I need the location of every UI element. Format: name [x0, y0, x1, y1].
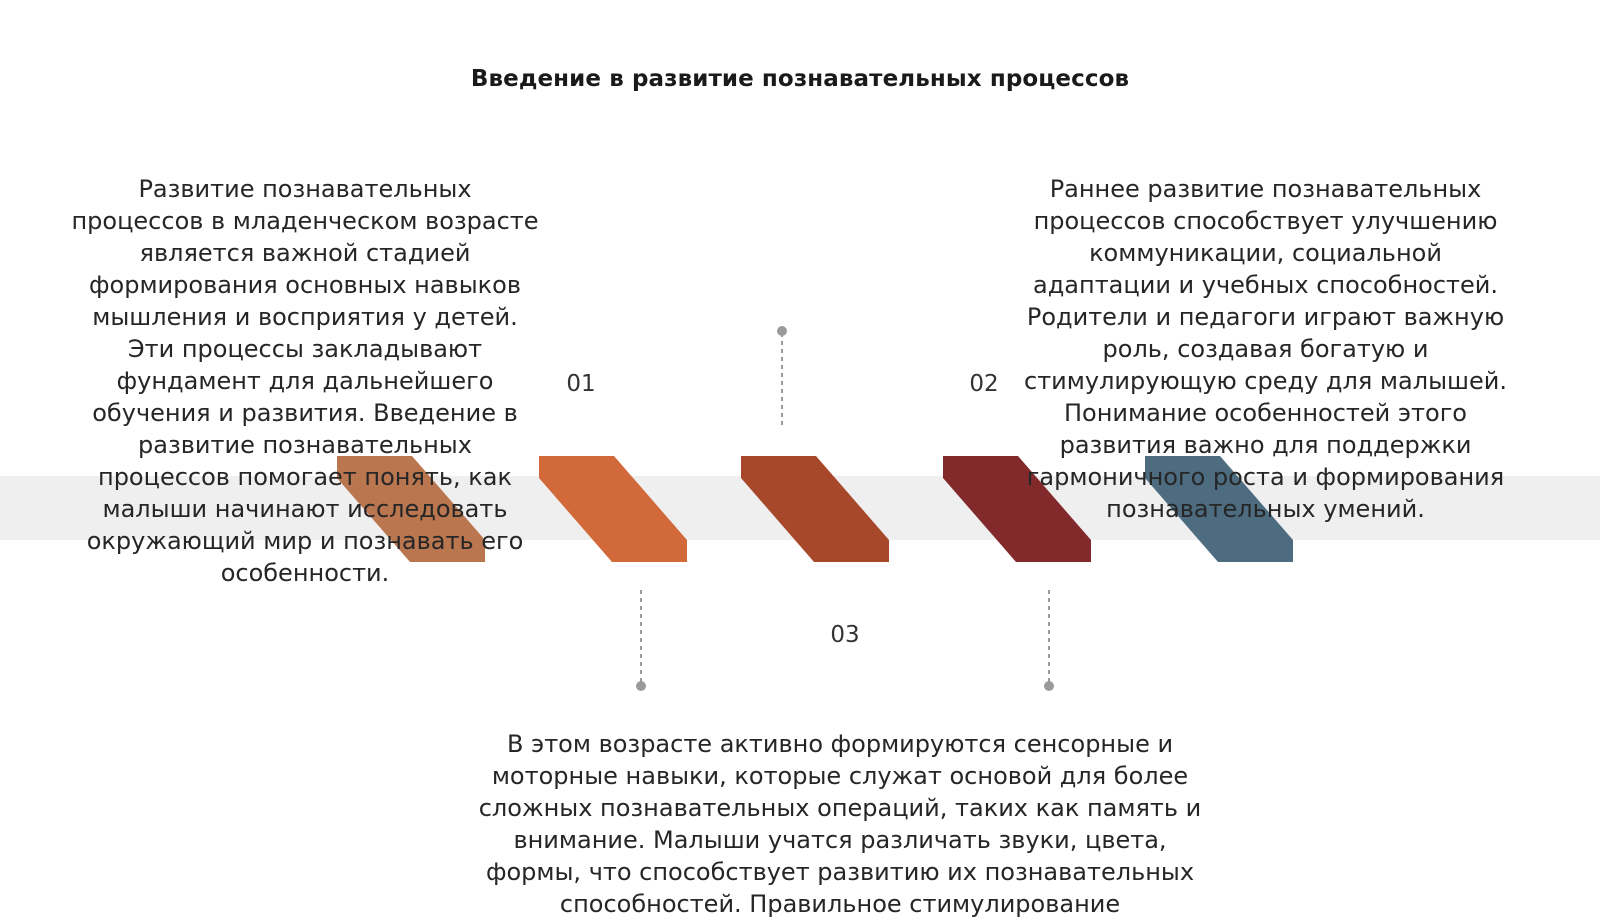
slide-title: Введение в развитие познавательных процессов — [470, 66, 1130, 92]
step-number-01: 01 — [566, 371, 596, 397]
step-text-01: Развитие познавательных процессов в младенческом возрасте является важной стадией формирования основных навыков мышления и восприятия у детей. Эти процессы закладывают фундамент для дальнейшего обучения и развития. Введение в развитие познавательных процессов помогает понять, как малыши начинают исследовать окружающий мир и познавать его особенности. — [71, 175, 539, 587]
step-text-02: Раннее развитие познавательных процессов способствует улучшению коммуникации, социальной адаптации и учебных способностей. Родители и педагоги играют важную роль, создавая богатую и стимулирующую среду для малышей. Понимание особенностей этого развития важно для поддержки гармоничного роста и формирования познавательных умений. — [1024, 175, 1507, 523]
step-number-02: 02 — [969, 371, 999, 397]
step-number-03: 03 — [830, 622, 860, 648]
step-text-03: В этом возрасте активно формируются сенсорные и моторные навыки, которые служат основой для более сложных познавательных операций, таких как память и внимание. Малыши учатся различать звуки, цвета, формы, что способствует развитию их познавательных способностей. Правильное стимулирование — [478, 730, 1202, 918]
chevron-3 — [741, 456, 889, 562]
chevron-2 — [539, 456, 687, 562]
